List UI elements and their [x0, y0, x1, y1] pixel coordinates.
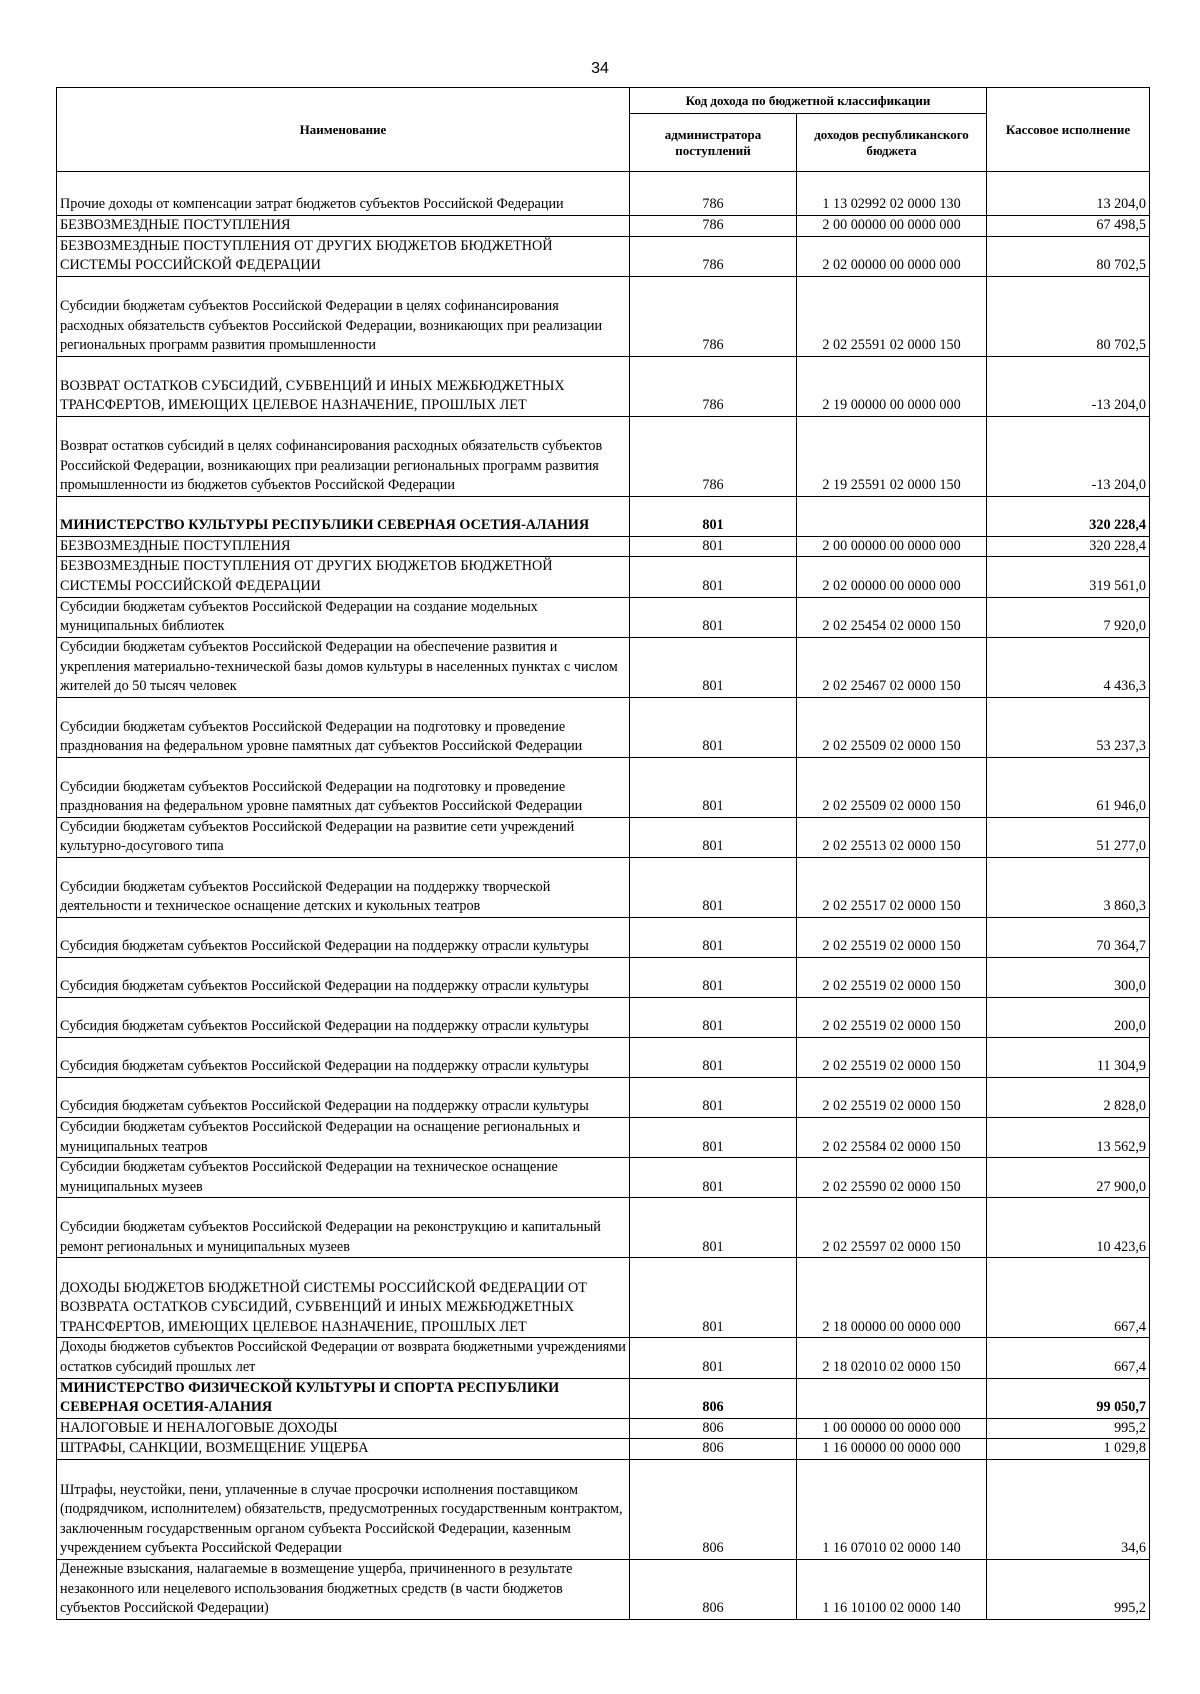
cell-amount: -13 204,0: [987, 416, 1150, 496]
cell-code: 2 02 25519 02 0000 150: [797, 997, 987, 1037]
table-row: [57, 236, 1150, 276]
cell-code: 2 02 25519 02 0000 150: [797, 957, 987, 997]
cell-amount: 10 423,6: [987, 1198, 1150, 1258]
table-row: [57, 356, 1150, 416]
cell-code: 2 02 25454 02 0000 150: [797, 597, 987, 637]
cell-name: Субсидии бюджетам субъектов Российской Федерации в целях софинансирования расходных обязательств субъектов Российской Федерации, возникающих при реализации региональных программ развития промышленности: [57, 276, 630, 356]
cell-name: ШТРАФЫ, САНКЦИИ, ВОЗМЕЩЕНИЕ УЩЕРБА: [57, 1439, 630, 1460]
cell-name: Доходы бюджетов субъектов Российской Федерации от возврата бюджетными учреждениями остатков субсидий прошлых лет: [57, 1338, 630, 1378]
cell-code: 2 02 25519 02 0000 150: [797, 1077, 987, 1117]
cell-code: 2 02 25597 02 0000 150: [797, 1198, 987, 1258]
cell-name: Субсидии бюджетам субъектов Российской Федерации на оснащение региональных и муниципальных театров: [57, 1117, 630, 1157]
cell-code: 2 02 00000 00 0000 000: [797, 557, 987, 597]
cell-name: Субсидия бюджетам субъектов Российской Федерации на поддержку отрасли культуры: [57, 917, 630, 957]
cell-name: Субсидия бюджетам субъектов Российской Федерации на поддержку отрасли культуры: [57, 1037, 630, 1077]
cell-name: Субсидии бюджетам субъектов Российской Федерации на реконструкцию и капитальный ремонт региональных и муниципальных музеев: [57, 1198, 630, 1258]
cell-admin: 801: [630, 857, 797, 917]
table-row: [57, 1338, 1150, 1378]
cell-name: Денежные взыскания, налагаемые в возмещение ущерба, причиненного в результате незаконного или нецелевого использования бюджетных средств (в части бюджетов субъектов Российской Федерации): [57, 1559, 630, 1619]
cell-amount: 300,0: [987, 957, 1150, 997]
page-number: 34: [591, 60, 609, 77]
cell-admin: 801: [630, 1338, 797, 1378]
budget-table: [56, 87, 1150, 1620]
cell-name: БЕЗВОЗМЕЗДНЫЕ ПОСТУПЛЕНИЯ: [57, 536, 630, 557]
cell-amount: 1 029,8: [987, 1439, 1150, 1460]
cell-amount: 51 277,0: [987, 817, 1150, 857]
table-row: [57, 1258, 1150, 1338]
table-row: [57, 957, 1150, 997]
cell-name: Субсидии бюджетам субъектов Российской Федерации на подготовку и проведение празднования на федеральном уровне памятных дат субъектов Российской Федерации: [57, 697, 630, 757]
cell-amount: 61 946,0: [987, 757, 1150, 817]
cell-name: Возврат остатков субсидий в целях софинансирования расходных обязательств субъектов Российской Федерации, возникающих при реализации региональных программ развития промышленности из бюджетов субъектов Российской Федерации: [57, 416, 630, 496]
cell-admin: 801: [630, 1077, 797, 1117]
cell-admin: 801: [630, 1258, 797, 1338]
cell-amount: 11 304,9: [987, 1037, 1150, 1077]
header-admin: администратора поступлений: [630, 114, 797, 172]
table-row: [57, 757, 1150, 817]
cell-admin: 786: [630, 416, 797, 496]
cell-code: 1 16 10100 02 0000 140: [797, 1559, 987, 1619]
cell-name: ДОХОДЫ БЮДЖЕТОВ БЮДЖЕТНОЙ СИСТЕМЫ РОССИЙСКОЙ ФЕДЕРАЦИИ ОТ ВОЗВРАТА ОСТАТКОВ СУБСИДИЙ, СУБВЕНЦИЙ И ИНЫХ МЕЖБЮДЖЕТНЫХ ТРАНСФЕРТОВ, ИМЕЮЩИХ ЦЕЛЕВОЕ НАЗНАЧЕНИЕ, ПРОШЛЫХ ЛЕТ: [57, 1258, 630, 1338]
cell-name: БЕЗВОЗМЕЗДНЫЕ ПОСТУПЛЕНИЯ ОТ ДРУГИХ БЮДЖЕТОВ БЮДЖЕТНОЙ СИСТЕМЫ РОССИЙСКОЙ ФЕДЕРАЦИИ: [57, 236, 630, 276]
cell-amount: 995,2: [987, 1559, 1150, 1619]
cell-admin: 786: [630, 356, 797, 416]
header-code-group: Код дохода по бюджетной классификации: [630, 88, 987, 114]
cell-admin: 786: [630, 216, 797, 237]
cell-admin: 806: [630, 1418, 797, 1439]
table-row: [57, 1198, 1150, 1258]
cell-code: 2 02 25513 02 0000 150: [797, 817, 987, 857]
cell-admin: 806: [630, 1439, 797, 1460]
cell-admin: 786: [630, 276, 797, 356]
cell-code: [797, 1378, 987, 1418]
table-row: [57, 172, 1150, 216]
table-header: [57, 88, 1150, 172]
cell-code: 2 18 00000 00 0000 000: [797, 1258, 987, 1338]
cell-code: 1 16 00000 00 0000 000: [797, 1439, 987, 1460]
cell-name: Субсидии бюджетам субъектов Российской Федерации на техническое оснащение муниципальных музеев: [57, 1158, 630, 1198]
cell-name: МИНИСТЕРСТВО ФИЗИЧЕСКОЙ КУЛЬТУРЫ И СПОРТА РЕСПУБЛИКИ СЕВЕРНАЯ ОСЕТИЯ-АЛАНИЯ: [57, 1378, 630, 1418]
cell-admin: 801: [630, 1037, 797, 1077]
cell-code: 2 18 02010 02 0000 150: [797, 1338, 987, 1378]
cell-code: 1 16 07010 02 0000 140: [797, 1459, 987, 1559]
cell-code: 2 19 25591 02 0000 150: [797, 416, 987, 496]
cell-admin: 801: [630, 917, 797, 957]
cell-admin: 806: [630, 1559, 797, 1619]
cell-admin: 801: [630, 557, 797, 597]
cell-code: 2 00 00000 00 0000 000: [797, 536, 987, 557]
cell-amount: 67 498,5: [987, 216, 1150, 237]
cell-amount: 70 364,7: [987, 917, 1150, 957]
cell-code: 2 02 25519 02 0000 150: [797, 917, 987, 957]
cell-name: Субсидии бюджетам субъектов Российской Федерации на развитие сети учреждений культурно-досугового типа: [57, 817, 630, 857]
cell-amount: 13 562,9: [987, 1117, 1150, 1157]
cell-code: [797, 496, 987, 536]
cell-admin: 801: [630, 536, 797, 557]
table-row: [57, 1378, 1150, 1418]
cell-code: 2 02 25509 02 0000 150: [797, 697, 987, 757]
header-execution: Кассовое исполнение: [987, 88, 1150, 172]
table-row: [57, 697, 1150, 757]
table-row: [57, 1117, 1150, 1157]
cell-amount: 200,0: [987, 997, 1150, 1037]
cell-name: БЕЗВОЗМЕЗДНЫЕ ПОСТУПЛЕНИЯ ОТ ДРУГИХ БЮДЖЕТОВ БЮДЖЕТНОЙ СИСТЕМЫ РОССИЙСКОЙ ФЕДЕРАЦИИ: [57, 557, 630, 597]
table-row: [57, 597, 1150, 637]
cell-admin: 801: [630, 1158, 797, 1198]
cell-amount: -13 204,0: [987, 356, 1150, 416]
cell-amount: 80 702,5: [987, 276, 1150, 356]
table-row: [57, 1077, 1150, 1117]
table-row: [57, 216, 1150, 237]
cell-amount: 7 920,0: [987, 597, 1150, 637]
cell-code: 2 00 00000 00 0000 000: [797, 216, 987, 237]
cell-name: БЕЗВОЗМЕЗДНЫЕ ПОСТУПЛЕНИЯ: [57, 216, 630, 237]
table-row: [57, 416, 1150, 496]
cell-code: 2 02 25519 02 0000 150: [797, 1037, 987, 1077]
table-row: [57, 817, 1150, 857]
cell-admin: 801: [630, 997, 797, 1037]
cell-admin: 801: [630, 817, 797, 857]
cell-admin: 801: [630, 697, 797, 757]
header-income: доходов республиканского бюджета: [797, 114, 987, 172]
cell-name: Субсидии бюджетам субъектов Российской Федерации на создание модельных муниципальных библиотек: [57, 597, 630, 637]
table-row: [57, 857, 1150, 917]
table-row: [57, 917, 1150, 957]
cell-name: Штрафы, неустойки, пени, уплаченные в случае просрочки исполнения поставщиком (подрядчиком, исполнителем) обязательств, предусмотренных государственным контрактом, заключенным государственным органом субъекта Российской Федерации, казенным учреждением субъекта Российской Федерации: [57, 1459, 630, 1559]
table-row: [57, 1439, 1150, 1460]
table-row: [57, 1037, 1150, 1077]
cell-code: 2 02 25591 02 0000 150: [797, 276, 987, 356]
cell-admin: 806: [630, 1378, 797, 1418]
cell-code: 2 19 00000 00 0000 000: [797, 356, 987, 416]
cell-name: Субсидия бюджетам субъектов Российской Федерации на поддержку отрасли культуры: [57, 997, 630, 1037]
table-row: [57, 1559, 1150, 1619]
cell-amount: 53 237,3: [987, 697, 1150, 757]
table-row: [57, 557, 1150, 597]
cell-code: 2 02 00000 00 0000 000: [797, 236, 987, 276]
cell-admin: 801: [630, 597, 797, 637]
cell-amount: 2 828,0: [987, 1077, 1150, 1117]
cell-amount: 995,2: [987, 1418, 1150, 1439]
cell-amount: 27 900,0: [987, 1158, 1150, 1198]
table-row: [57, 997, 1150, 1037]
cell-code: 2 02 25517 02 0000 150: [797, 857, 987, 917]
cell-admin: 786: [630, 236, 797, 276]
cell-admin: 801: [630, 957, 797, 997]
cell-amount: 34,6: [987, 1459, 1150, 1559]
cell-amount: 667,4: [987, 1258, 1150, 1338]
cell-amount: 667,4: [987, 1338, 1150, 1378]
cell-name: НАЛОГОВЫЕ И НЕНАЛОГОВЫЕ ДОХОДЫ: [57, 1418, 630, 1439]
header-name: Наименование: [57, 88, 630, 172]
cell-name: ВОЗВРАТ ОСТАТКОВ СУБСИДИЙ, СУБВЕНЦИЙ И ИНЫХ МЕЖБЮДЖЕТНЫХ ТРАНСФЕРТОВ, ИМЕЮЩИХ ЦЕЛЕВОЕ НАЗНАЧЕНИЕ, ПРОШЛЫХ ЛЕТ: [57, 356, 630, 416]
cell-amount: 319 561,0: [987, 557, 1150, 597]
table-row: [57, 536, 1150, 557]
cell-amount: 80 702,5: [987, 236, 1150, 276]
table-row: [57, 276, 1150, 356]
cell-admin: 801: [630, 637, 797, 697]
cell-admin: 801: [630, 496, 797, 536]
cell-admin: 801: [630, 757, 797, 817]
table-row: [57, 637, 1150, 697]
table-row: [57, 496, 1150, 536]
cell-admin: 806: [630, 1459, 797, 1559]
cell-name: Субсидия бюджетам субъектов Российской Федерации на поддержку отрасли культуры: [57, 957, 630, 997]
cell-code: 2 02 25509 02 0000 150: [797, 757, 987, 817]
cell-amount: 13 204,0: [987, 172, 1150, 216]
cell-admin: 801: [630, 1117, 797, 1157]
cell-name: Субсидии бюджетам субъектов Российской Федерации на обеспечение развития и укрепления материально-технической базы домов культуры в населенных пунктах с числом жителей до 50 тысяч человек: [57, 637, 630, 697]
cell-amount: 320 228,4: [987, 536, 1150, 557]
cell-name: Прочие доходы от компенсации затрат бюджетов субъектов Российской Федерации: [57, 172, 630, 216]
cell-amount: 3 860,3: [987, 857, 1150, 917]
table-body: [57, 172, 1150, 1620]
cell-code: 2 02 25584 02 0000 150: [797, 1117, 987, 1157]
cell-code: 2 02 25590 02 0000 150: [797, 1158, 987, 1198]
cell-name: МИНИСТЕРСТВО КУЛЬТУРЫ РЕСПУБЛИКИ СЕВЕРНАЯ ОСЕТИЯ-АЛАНИЯ: [57, 496, 630, 536]
cell-admin: 801: [630, 1198, 797, 1258]
cell-name: Субсидии бюджетам субъектов Российской Федерации на подготовку и проведение празднования на федеральном уровне памятных дат субъектов Российской Федерации: [57, 757, 630, 817]
cell-code: 1 00 00000 00 0000 000: [797, 1418, 987, 1439]
cell-code: 2 02 25467 02 0000 150: [797, 637, 987, 697]
table-row: [57, 1459, 1150, 1559]
cell-code: 1 13 02992 02 0000 130: [797, 172, 987, 216]
cell-amount: 320 228,4: [987, 496, 1150, 536]
table-row: [57, 1158, 1150, 1198]
cell-amount: 4 436,3: [987, 637, 1150, 697]
cell-amount: 99 050,7: [987, 1378, 1150, 1418]
cell-name: Субсидии бюджетам субъектов Российской Федерации на поддержку творческой деятельности и техническое оснащение детских и кукольных театров: [57, 857, 630, 917]
table-row: [57, 1418, 1150, 1439]
cell-admin: 786: [630, 172, 797, 216]
cell-name: Субсидия бюджетам субъектов Российской Федерации на поддержку отрасли культуры: [57, 1077, 630, 1117]
